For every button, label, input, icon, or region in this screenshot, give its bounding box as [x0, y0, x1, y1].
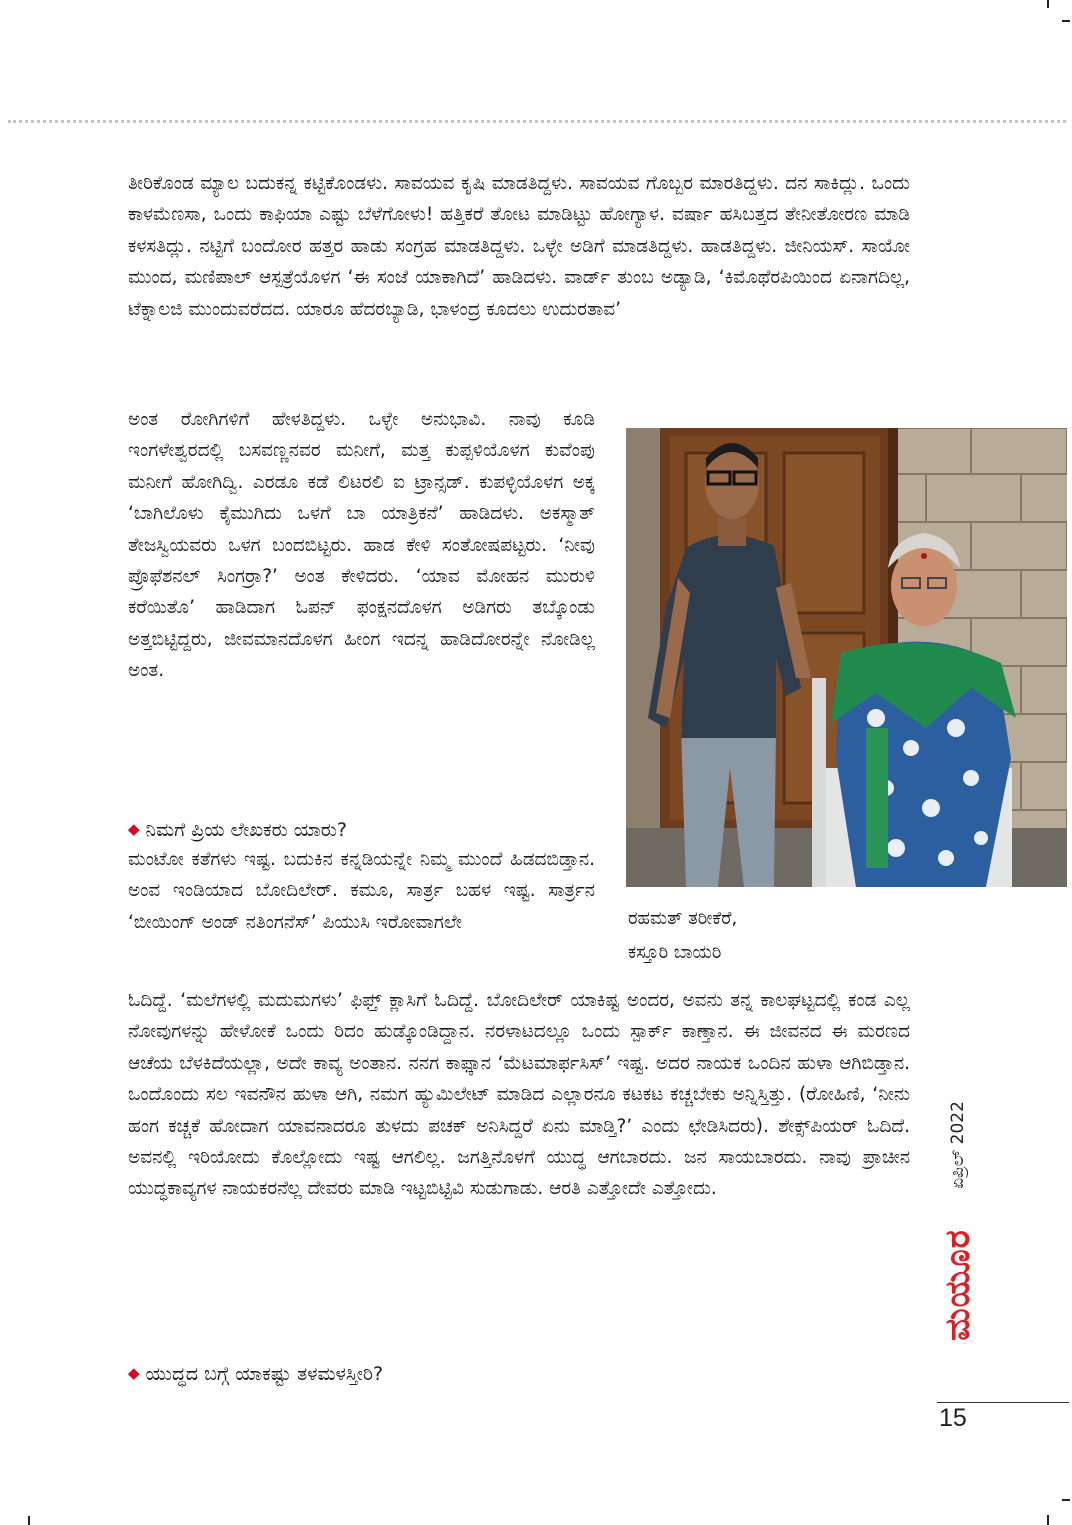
article-paragraph: ಅಂತ ರೋಗಿಗಳಿಗೆ ಹೇಳತಿದ್ದಳು. ಒಳ್ಳೇ ಅನುಭಾವಿ. ನಾವು ಕೂಡಿ ಇಂಗಳೇಶ್ವರದಲ್ಲಿ ಬಸವಣ್ಣನವರ ಮನೀಗೆ, ಮತ್ತ ಕುಪ್ಪಳಿಯೊಳಗ ಕುವೆಂಪು ಮನೀಗೆ ಹೋಗಿದ್ವಿ. ಎರಡೂ ಕಡೆ ಲಿಟರಲಿ ಐ ಟ್ರಾನ್ಸಡ್. ಕುಪಳ್ಳಿಯೊಳಗ ಅಕ್ಕ ‘ಬಾಗಿಲೊಳು ಕೈಮುಗಿದು ಒಳಗೆ ಬಾ ಯಾತ್ರಿಕನೆ’ ಹಾಡಿದಳು. ಅಕಸ್ಮಾತ್ ತೇಜಸ್ವಿಯವರು ಒಳಗ ಬಂದಬಿಟ್ಟರು. ಹಾಡ ಕೇಳಿ ಸಂತೋಷಪಟ್ಟರು. ‘ನೀವು ಪ್ರೊಫೆಶನಲ್ ಸಿಂಗರ್ರಾ?’ ಅಂತ ಕೇಳಿದರು. ‘ಯಾವ ಮೋಹನ ಮುರುಳಿ ಕರೆಯಿತೊ’ ಹಾಡಿದಾಗ ಓಪನ್ ಫಂಕ್ಷನದೊಳಗ ಅಡಿಗರು ತಬ್ಕೊಂಡು ಅತ್ತಬಿಟ್ಟಿದ್ದರು, ಜೀವಮಾನದೊಳಗ ಹೀಂಗ ಇದನ್ನ ಹಾಡಿದೋರನ್ನೇ ನೋಡಿಲ್ಲ ಅಂತ. [128, 409, 595, 682]
masthead-container [938, 1180, 978, 1390]
header-dotted-rule [8, 120, 1066, 123]
question-text: ನಿಮಗೆ ಪ್ರಿಯ ಲೇಖಕರು ಯಾರು? [145, 819, 347, 841]
article-paragraph: ತೀರಿಕೊಂಡ ಮ್ಯಾಲ ಬದುಕನ್ನ ಕಟ್ಟಿಕೊಂಡಳು. ಸಾವಯವ ಕೃಷಿ ಮಾಡತಿದ್ದಳು. ಸಾವಯವ ಗೊಬ್ಬರ ಮಾರತಿದ್ದಳು. ದನ ಸಾಕಿದ್ಲು. ಒಂದು ಕಾಳಮೆಣಸಾ, ಒಂದು ಕಾಫಿಯಾ ಎಷ್ಟು ಬೆಳೆಗೋಳು! ಹತ್ತಿಕರೆ ತೋಟ ಮಾಡಿಟ್ಟು ಹೋಗ್ಯಾಳ. ವರ್ಷಾ ಹಸಿಬತ್ತದ ತೇನೀತೋರಣ ಮಾಡಿ ಕಳಸತಿದ್ಲು. ನಟ್ಟಿಗೆ ಬಂದೋರ ಹತ್ತರ ಹಾಡು ಸಂಗ್ರಹ ಮಾಡತಿದ್ದಳು. ಒಳ್ಳೇ ಅಡಿಗೆ ಮಾಡತಿದ್ದಳು. ಹಾಡತಿದ್ದಳು. ಜೀನಿಯಸ್. ಸಾಯೋ ಮುಂದ, ಮಣಿಪಾಲ್ ಆಸ್ಪತ್ರೆಯೊಳಗ ‘ಈ ಸಂಜೆ ಯಾಕಾಗಿದೆ’ ಹಾಡಿದಳು. ವಾರ್ಡ್ ತುಂಬ ಅಡ್ಯಾಡಿ, ‘ಕಿಮೊಥೆರಪಿಯಿಂದ ಏನಾಗದಿಲ್ಲ, ಟೆಕ್ನಾಲಜಿ ಮುಂದುವರೆದದ. ಯಾರೂ ಹೆದರಬ್ಯಾಡಿ, ಭಾಳಂದ್ರ ಕೂದಲು ಉದುರತಾವ’ [128, 173, 910, 320]
article-paragraph: ಓದಿದ್ದೆ. ‘ಮಲೆಗಳಲ್ಲಿ ಮದುಮಗಳು’ ಫಿಫ್ತ್ ಕ್ಲಾಸಿಗೆ ಓದಿದ್ದೆ. ಬೋದಿಲೇರ್ ಯಾಕಿಷ್ಟ ಅಂದರ, ಅವನು ತನ್ನ ಕಾಲಘಟ್ಟದಲ್ಲಿ ಕಂಡ ಎಲ್ಲ ನೋವುಗಳನ್ನು ಹೇಳೋಕೆ ಒಂದು ರಿದಂ ಹುಡ್ಕೊಂಡಿದ್ದಾನ. ನರಳಾಟದಲ್ಲೂ ಒಂದು ಸ್ಪಾರ್ಕ್ ಕಾಣ್ತಾನ. ಈ ಜೀವನದ ಈ ಮರಣದ ಆಚೆಯ ಬೆಳಕಿದೆಯಲ್ಲಾ, ಅದೇ ಕಾವ್ಯ ಅಂತಾನ. ನನಗ ಕಾಫ್ಕಾನ ‘ಮೆಟಮಾರ್ಫಸಿಸ್’ ಇಷ್ಟ. ಅದರ ನಾಯಕ ಒಂದಿನ ಹುಳಾ ಆಗಿಬಿಡ್ತಾನ. ಒಂದೊಂದು ಸಲ ಇವನೌನ ಹುಳಾ ಆಗಿ, ನಮಗ ಹ್ಯುಮಿಲೇಟ್ ಮಾಡಿದ ಎಲ್ಲಾರನೂ ಕಟಕಟ ಕಚ್ಚಬೇಕು ಅನ್ನಿಸ್ತಿತ್ತು. (ರೋಹಿಣಿ, ‘ನೀನು ಹಂಗ ಕಚ್ಚಕೆ ಹೋದಾಗ ಯಾವನಾದರೂ ತುಳದು ಪಚಕ್ ಅನಿಸಿದ್ದರೆ ಏನು ಮಾಡ್ತಿ?’ ಎಂದು ಛೇಡಿಸಿದರು). ಶೇಕ್ಸ್‌ಪಿಯರ್ ಓದಿದೆ. ಅವನಲ್ಲಿ ಇರಿಯೋದು ಕೊಲ್ಲೋದು ಇಷ್ಟ ಆಗಲಿಲ್ಲ. ಜಗತ್ತಿನೊಳಗೆ ಯುದ್ಧ ಆಗಬಾರದು. ಜನ ಸಾಯಬಾರದು. ನಾವು ಪ್ರಾಚೀನ ಯುದ್ಧಕಾವ್ಯಗಳ ನಾಯಕರನೆಲ್ಲ ದೇವರು ಮಾಡಿ ಇಟ್ಟಬಿಟ್ಟಿವಿ ಸುಡುಗಾಡು. ಆರತಿ ಎತ್ತೋದೇ ಎತ್ತೋದು. [128, 990, 910, 1200]
issue-date: ಏಪ್ರಿಲ್ 2022 [948, 1101, 968, 1189]
interview-question [128, 1359, 383, 1388]
crop-mark [1062, 1499, 1070, 1501]
question-text: ಯುದ್ಧದ ಬಗ್ಗೆ ಯಾಕಷ್ಟು ತಳಮಳಸ್ತೀರಿ? [145, 1363, 384, 1385]
article-paragraph: ಮಂಟೋ ಕತೆಗಳು ಇಷ್ಟ. ಬದುಕಿನ ಕನ್ನಡಿಯನ್ನೇ ನಿಮ್ಮ ಮುಂದೆ ಹಿಡದಬಿಡ್ತಾನ. ಅಂವ ಇಂಡಿಯಾದ ಬೋದಿಲೇರ್. ಕಮೂ, ಸಾರ್ತ್ರ ಬಹಳ ಇಷ್ಟ. ಸಾರ್ತ್ರನ ‘ಬೀಯಿಂಗ್ ಅಂಡ್ ನತಿಂಗನೆಸ್’ ಪಿಯುಸಿ ಇರೋವಾಗಲೇ [128, 849, 595, 933]
magazine-logo: ಮಯೂರ [938, 1229, 978, 1341]
crop-mark [1047, 0, 1049, 8]
issue-date-container [941, 1101, 975, 1189]
page-number: 15 [939, 1404, 967, 1432]
diamond-bullet-icon: ◆ [128, 1364, 140, 1382]
portrait-photo [626, 428, 1067, 887]
footer-rule [937, 1402, 1069, 1403]
photo-caption [628, 902, 737, 970]
crop-mark [1047, 1515, 1049, 1525]
interview-question [128, 815, 347, 844]
crop-mark [1062, 20, 1070, 22]
crop-mark [28, 1516, 30, 1525]
diamond-bullet-icon: ◆ [128, 820, 140, 838]
caption-line: ಕಸ್ತೂರಿ ಬಾಯರಿ [628, 942, 722, 963]
caption-line: ರಹಮತ್ ತರೀಕೆರೆ, [628, 908, 738, 929]
